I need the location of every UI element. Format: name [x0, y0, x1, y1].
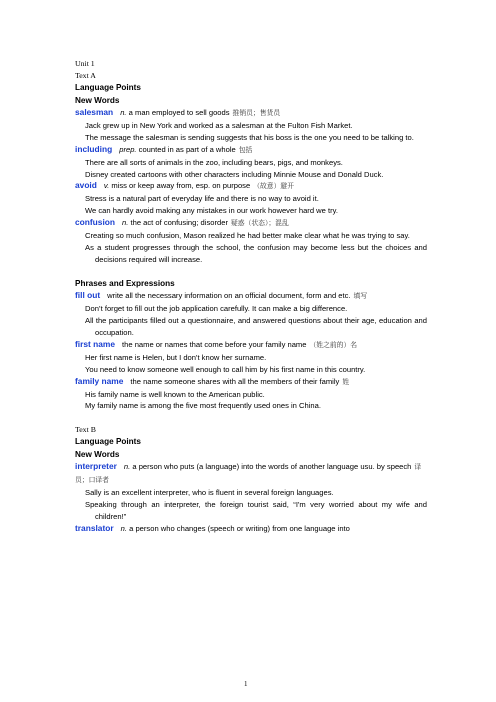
vocab-word: confusion [75, 217, 116, 228]
example-sentence: Don’t forget to fill out the job application carefully. It can make a big difference. [85, 304, 348, 314]
definition: the name or names that come before your family name [122, 339, 307, 349]
definition: write all the necessary information on an official document, form and etc. [107, 291, 351, 301]
entry-headline [75, 376, 427, 389]
vocab-entry [75, 290, 427, 339]
example-sentence: Stress is a natural part of everyday life and there is no way to avoid it. [85, 194, 319, 204]
example-sentence: My family name is among the five most frequently used ones in China. [85, 401, 321, 411]
definition: counted in as part of a whole [138, 144, 236, 154]
example-sentence: As a student progresses through the school, the confusion may become less but the choices and decisions required will increase. [85, 242, 427, 264]
vocab-word: including [75, 143, 113, 154]
vocab-entry [75, 376, 427, 413]
vocab-word: first name [75, 338, 116, 349]
example-sentence: His family name is well known to the American public. [85, 389, 265, 399]
phrases-heading: Phrases and Expressions [75, 278, 175, 288]
entry-headline [75, 217, 427, 230]
vocab-word: salesman [75, 107, 114, 117]
new-words-heading-a: New Words [75, 95, 120, 105]
example-sentence: Disney created cartoons with other characters including Minnie Mouse and Donald Duck. [85, 169, 384, 179]
entry-headline [75, 107, 427, 120]
vocab-entry [75, 107, 427, 144]
page-number: 1 [244, 680, 248, 688]
chinese-gloss: 译员；口译者 [75, 463, 422, 485]
text-b-word-list [75, 461, 427, 534]
chinese-gloss: 填写 [353, 292, 368, 301]
text-a-phrase-list [75, 290, 427, 412]
part-of-speech: n. [120, 108, 127, 117]
definition: a person who puts (a language) into the words of another language usu. by speech [132, 462, 412, 472]
text-a-word-list [75, 107, 427, 266]
definition: miss or keep away from, esp. on purpose [111, 181, 251, 191]
vocab-entry [75, 144, 427, 181]
text-a-label: Text A [75, 71, 96, 80]
new-words-heading-b: New Words [75, 449, 120, 459]
vocab-word: interpreter [75, 461, 117, 472]
document-content [75, 58, 427, 535]
spacer [75, 266, 427, 278]
chinese-gloss: （姓之前的）名 [309, 340, 358, 349]
example-sentence: All the participants filled out a questionnaire, and answered questions about their age, education and occupation. [85, 316, 427, 337]
entry-headline [75, 144, 427, 157]
part-of-speech: n. [123, 462, 131, 472]
chinese-gloss: （故意）避开 [253, 182, 294, 191]
chinese-gloss: 包括 [238, 145, 253, 154]
vocab-entry [75, 217, 427, 266]
vocab-entry [75, 180, 427, 217]
example-sentence: Speaking through an interpreter, the foreign tourist said, “I'm very worried about my wife and children!” [85, 500, 427, 521]
part-of-speech: v. [103, 181, 110, 191]
chinese-gloss: 姓 [342, 377, 350, 386]
text-b-label: Text B [75, 425, 96, 435]
entry-headline [75, 180, 427, 193]
entry-headline [75, 290, 427, 303]
example-sentence: Sally is an excellent interpreter, who is fluent in several foreign languages. [85, 488, 334, 498]
definition: a person who changes (speech or writing) from one language into [129, 523, 350, 533]
part-of-speech: n. [122, 218, 129, 228]
language-points-heading-a: Language Points [75, 83, 141, 92]
definition: the name someone shares with all the members of their family [130, 376, 340, 386]
vocab-word: family name [75, 375, 124, 386]
vocab-entry [75, 461, 427, 523]
vocab-entry [75, 523, 427, 535]
example-sentence: The message the salesman is sending suggests that his boss is the one you need to be talking to. [85, 132, 414, 142]
example-sentence: Her first name is Helen, but I don't know her surname. [85, 352, 267, 362]
part-of-speech: prep. [119, 144, 137, 154]
chinese-gloss: 疑惑（状态）；混乱 [231, 219, 289, 228]
entry-headline [75, 339, 427, 352]
definition: a man employed to sell goods [128, 108, 230, 117]
example-sentence: You need to know someone well enough to call him by his first name in this country. [85, 364, 366, 374]
example-sentence: There are all sorts of animals in the zoo, including bears, pigs, and monkeys. [85, 157, 343, 167]
vocab-word: fill out [75, 290, 101, 301]
vocab-entry [75, 339, 427, 376]
vocab-word: avoid [75, 180, 97, 191]
entry-headline [75, 523, 427, 535]
vocab-word: translator [75, 522, 114, 533]
spacer [75, 412, 427, 424]
part-of-speech: n. [120, 523, 127, 533]
definition: the act of confusing; disorder [130, 218, 228, 228]
chinese-gloss: 推销员；售货员 [232, 109, 281, 117]
unit-heading: Unit 1 [75, 59, 95, 68]
example-sentence: We can hardly avoid making any mistakes in our work however hard we try. [85, 206, 338, 216]
entry-headline [75, 461, 427, 487]
example-sentence: Jack grew up in New York and worked as a salesman at the Fulton Fish Market. [85, 120, 353, 130]
language-points-heading-b: Language Points [75, 437, 141, 447]
example-sentence: Creating so much confusion, Mason realized he had better make clear what he was trying to say. [85, 231, 410, 241]
